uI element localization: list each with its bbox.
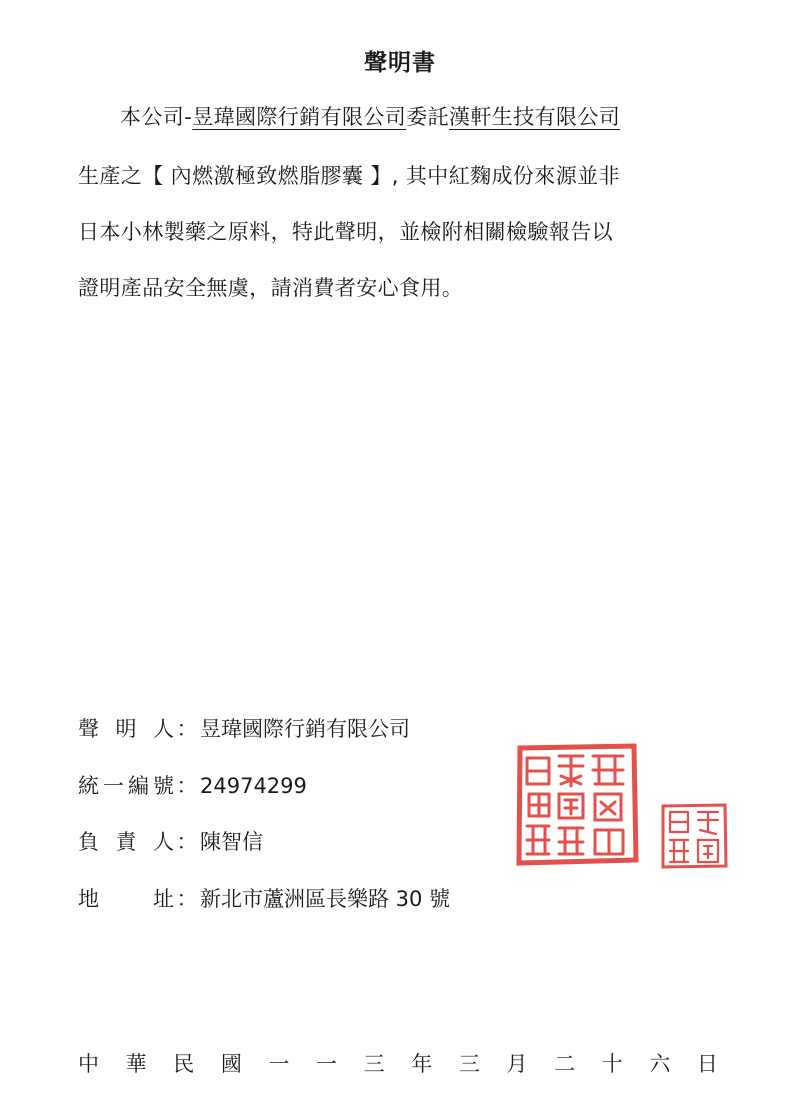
address-value: 新北市蘆洲區長樂路 30 號 <box>200 887 451 911</box>
representative-value: 陳智信 <box>200 830 263 854</box>
date-char: 年 <box>411 1052 433 1076</box>
colon: ： <box>176 717 198 741</box>
personal-seal-stamp <box>660 802 728 870</box>
statement-line-4: 證明產品安全無虞，請消費者安心食用。 <box>78 276 464 300</box>
date-char: 中 <box>78 1052 99 1076</box>
date-char: 三 <box>458 1052 480 1076</box>
colon: ： <box>176 887 198 911</box>
representative-row <box>78 826 263 856</box>
statement-line-1 <box>120 101 620 131</box>
address-row <box>78 883 450 913</box>
roc-date <box>78 1048 718 1078</box>
tax-id-value: 24974299 <box>200 774 307 798</box>
date-char: 二 <box>554 1052 576 1076</box>
date-char: 國 <box>220 1052 242 1076</box>
date-char: 一 <box>268 1052 290 1076</box>
company-name: 昱瑋國際行銷有限公司 <box>192 105 407 129</box>
colon: ： <box>176 830 198 854</box>
colon: ： <box>176 774 198 798</box>
tax-id-row <box>78 770 307 800</box>
tax-id-label: 統一編號 <box>78 774 174 798</box>
declarant-label: 聲明人 <box>78 717 174 741</box>
statement-mid: 委託 <box>406 105 449 129</box>
company-seal-stamp <box>515 742 639 866</box>
date-char: 月 <box>506 1052 528 1076</box>
declarant-row <box>78 713 410 743</box>
statement-line-3: 日本小林製藥之原料，特此聲明，並檢附相關檢驗報告以 <box>78 220 613 244</box>
date-char: 六 <box>649 1052 671 1076</box>
document-title: 聲明書 <box>364 50 436 76</box>
statement-prefix: 本公司- <box>120 105 193 129</box>
date-char: 民 <box>173 1052 195 1076</box>
declarant-value: 昱瑋國際行銷有限公司 <box>200 717 410 741</box>
date-char: 華 <box>125 1052 147 1076</box>
statement-line-2: 生產之【 內燃激極致燃脂膠囊 】, 其中紅麴成份來源並非 <box>78 164 620 188</box>
date-char: 三 <box>363 1052 385 1076</box>
manufacturer-name: 漢軒生技有限公司 <box>449 105 621 129</box>
address-label: 地址 <box>78 887 174 911</box>
date-char: 一 <box>316 1052 338 1076</box>
date-char: 十 <box>601 1052 623 1076</box>
representative-label: 負責人 <box>78 830 174 854</box>
date-char: 日 <box>696 1052 718 1076</box>
